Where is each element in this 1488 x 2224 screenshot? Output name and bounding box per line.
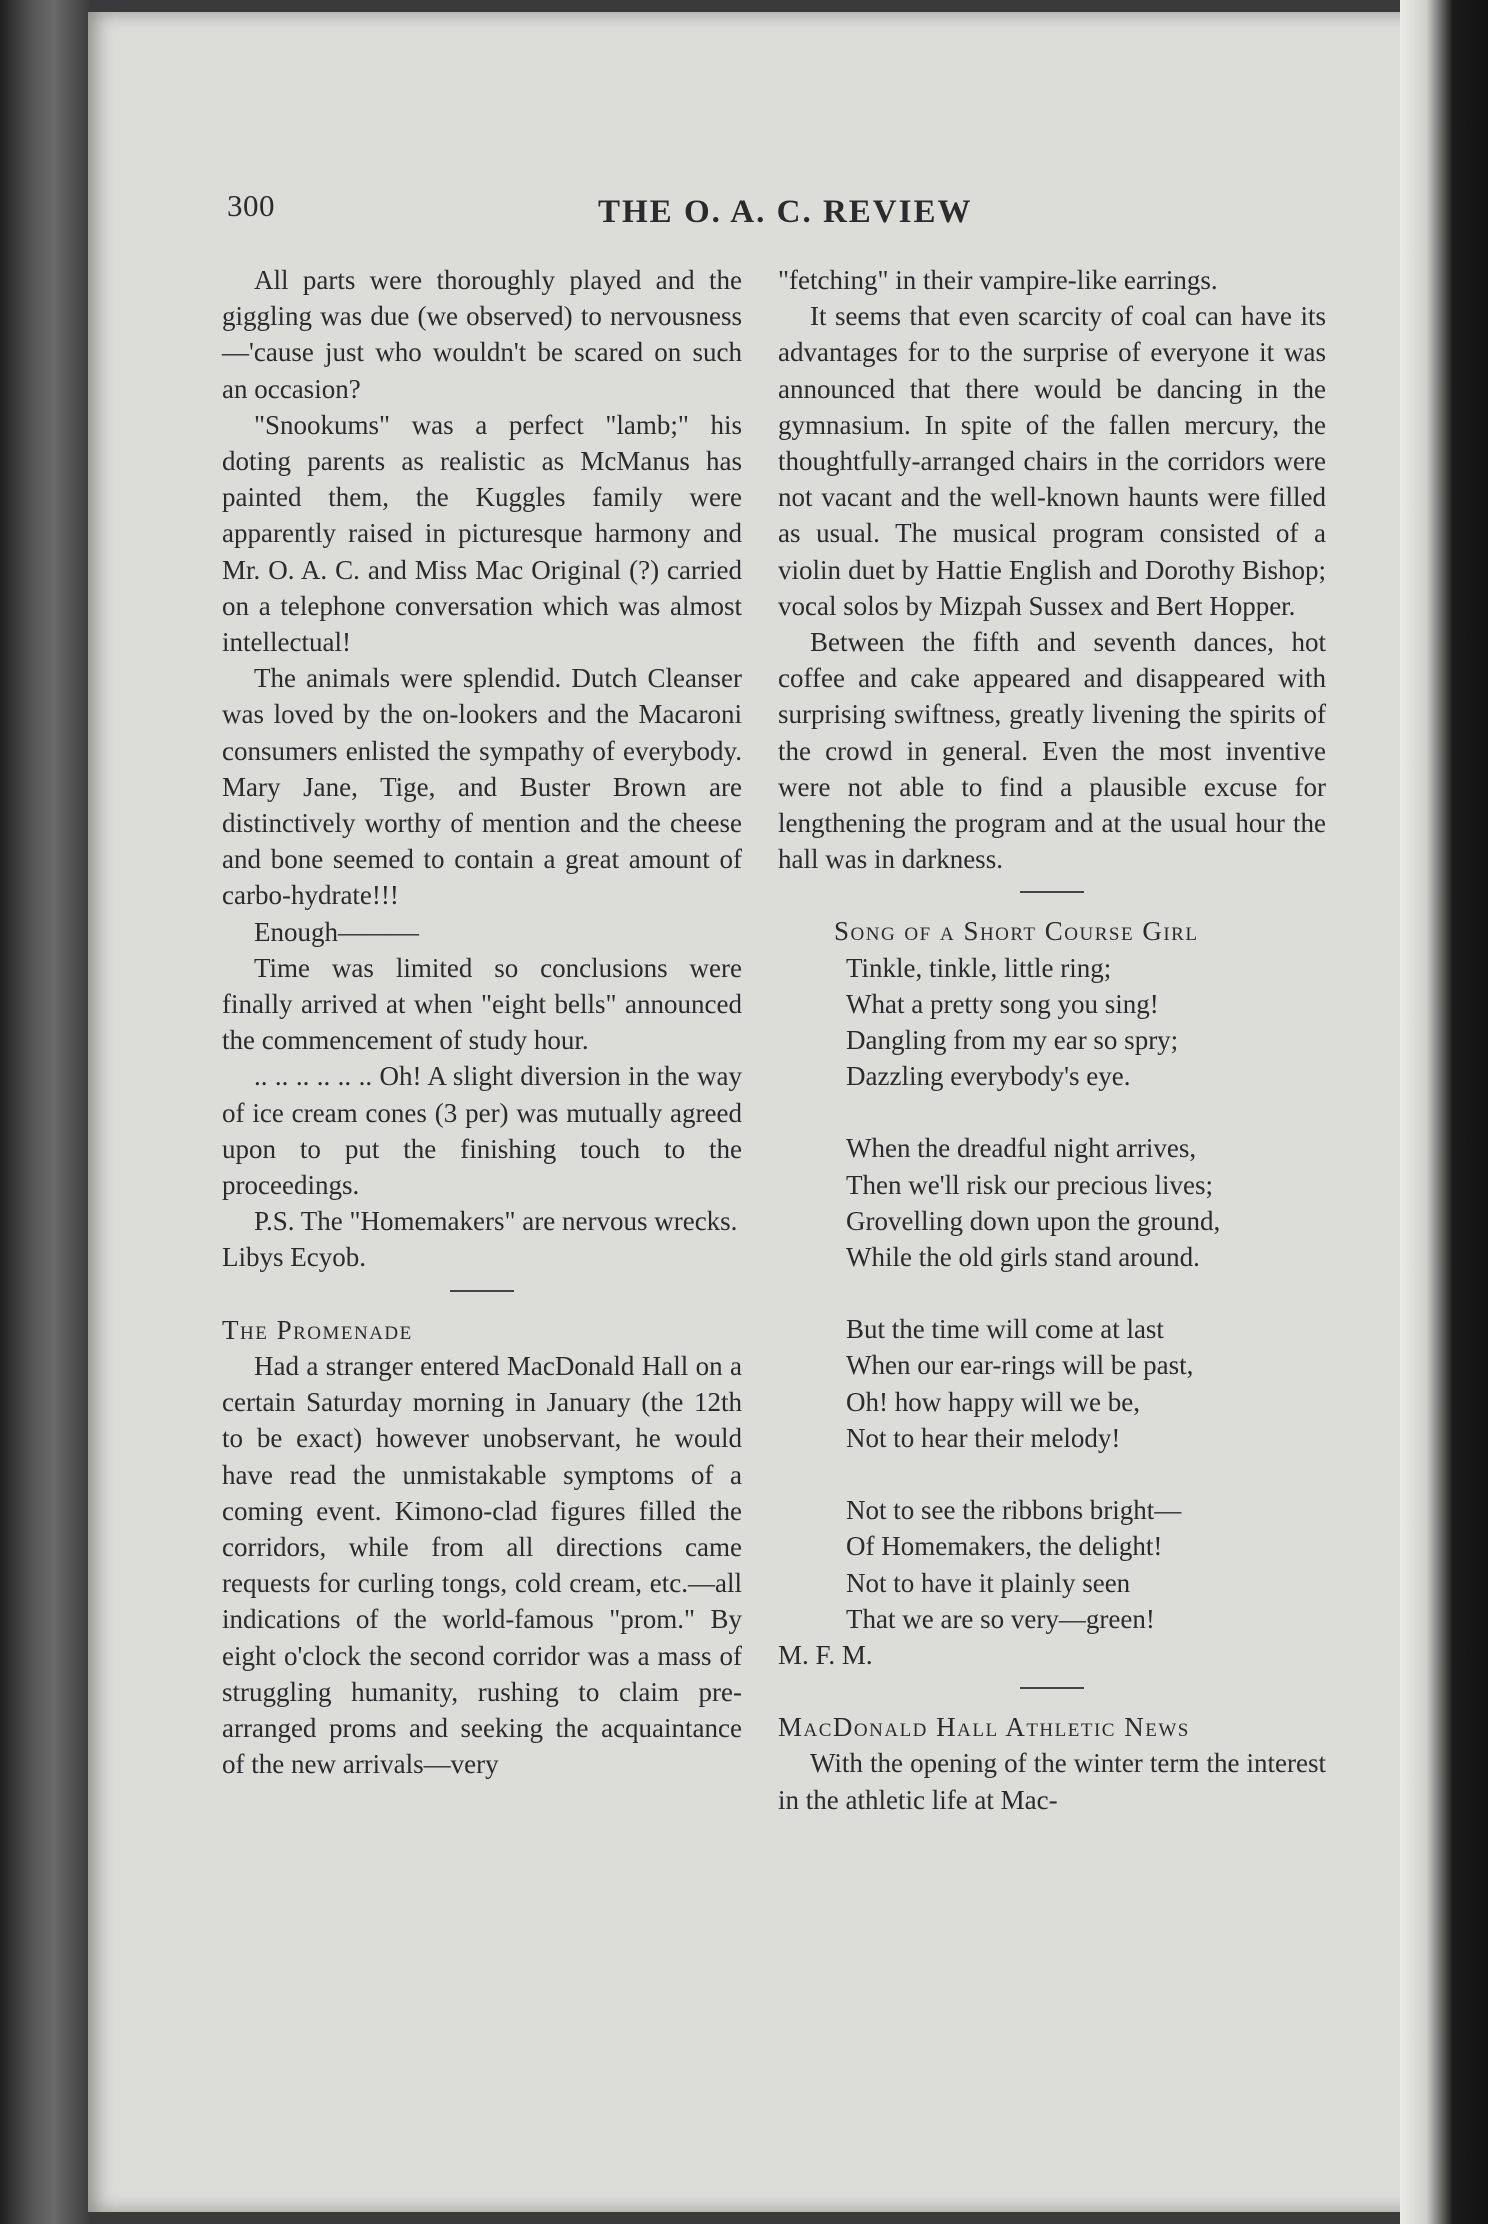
poem-line: When our ear-rings will be past, xyxy=(846,1350,1194,1381)
poem-line: Grovelling down upon the ground, xyxy=(846,1205,1221,1236)
left-column xyxy=(222,262,742,1782)
section-rule xyxy=(1020,891,1084,893)
section-heading: MacDonald Hall Athletic News xyxy=(778,1712,1190,1743)
poem-stanza xyxy=(846,1311,1326,1456)
poem-line: Then we'll risk our precious lives; xyxy=(846,1169,1214,1200)
poem-line: Not to have it plainly seen xyxy=(846,1567,1131,1598)
page-edge-shadow xyxy=(1400,0,1488,2224)
poem-line: That we are so very—green! xyxy=(846,1603,1155,1634)
paragraph: .. .. .. .. .. .. Oh! A slight diversion in the way of ice cream cones (3 per) was mutually agreed upon to put the finishing touch to the proceedings. xyxy=(222,1061,742,1201)
section-rule xyxy=(1020,1687,1084,1689)
paragraph: Enough——— xyxy=(254,916,419,947)
poem xyxy=(846,950,1326,1637)
paragraph: Time was limited so conclusions were finally arrived at when "eight bells" announced the commencement of study hour. xyxy=(222,952,742,1056)
poem-line: What a pretty song you sing! xyxy=(846,988,1159,1019)
poem-line: Not to hear their melody! xyxy=(846,1422,1121,1453)
paragraph: P.S. The "Homemakers" are nervous wrecks. xyxy=(254,1206,738,1237)
poem-stanza xyxy=(846,950,1326,1095)
section-rule xyxy=(450,1290,514,1292)
poem-signature: M. F. M. xyxy=(778,1639,873,1670)
paragraph: The animals were splendid. Dutch Cleanser was loved by the on-lookers and the Macaroni consumers enlisted the sympathy of everybody. Mary Jane, Tige, and Buster Brown are distinctively worthy of mention and the cheese and bone seemed to contain a great amount of carbo-hydrate!!! xyxy=(222,663,742,911)
paragraph: "fetching" in their vampire-like earrings. xyxy=(778,265,1218,295)
poem-stanza xyxy=(846,1492,1326,1637)
poem-line: Dazzling everybody's eye. xyxy=(846,1061,1131,1092)
poem-stanza xyxy=(846,1130,1326,1275)
paragraph: Had a stranger entered MacDonald Hall on a certain Saturday morning in January (the 12th to be exact) however unobservant, he would have read the unmistakable symptoms of a coming event. Kimono-clad figures filled the corridors, while from all directions came requests for curling tongs, cold cream, etc.—all indications of the world-famous "prom." By eight o'clock the second corridor was a mass of struggling humanity, rushing to claim pre-arranged proms and seeking the acquaintance of the new arrivals—very xyxy=(222,1350,742,1780)
section-heading: The Promenade xyxy=(222,1314,413,1345)
poem-line: Of Homemakers, the delight! xyxy=(846,1531,1163,1562)
poem-line: Not to see the ribbons bright— xyxy=(846,1495,1182,1526)
poem-line: But the time will come at last xyxy=(846,1314,1164,1345)
poem-line: When the dreadful night arrives, xyxy=(846,1133,1197,1164)
poem-title: Song of a Short Course Girl xyxy=(834,916,1199,947)
poem-line: Tinkle, tinkle, little ring; xyxy=(846,952,1112,983)
running-head: THE O. A. C. REVIEW xyxy=(598,194,973,230)
page-number: 300 xyxy=(227,188,275,223)
paragraph: It seems that even scarcity of coal can have its advantages for to the surprise of everyone it was announced that there would be dancing in the gymnasium. In spite of the fallen mercury, the thoughtfully-arranged chairs in the corridors were not vacant and the well-known haunts were filled as usual. The musical program consisted of a violin duet by Hattie English and Dorothy Bishop; vocal solos by Mizpah Sussex and Bert Hopper. xyxy=(778,301,1326,621)
signature: Libys Ecyob. xyxy=(222,1242,366,1273)
poem-line: Oh! how happy will we be, xyxy=(846,1386,1140,1417)
poem-line: While the old girls stand around. xyxy=(846,1242,1200,1273)
paragraph: All parts were thoroughly played and the giggling was due (we observed) to nervousness—'cause just who wouldn't be scared on such an occasion? xyxy=(222,265,742,404)
paragraph: Between the fifth and seventh dances, hot coffee and cake appeared and disappeared with surprising swiftness, greatly livening the spirits of the crowd in general. Even the most inventive were not able to find a plausible excuse for lengthening the program and at the usual hour the hall was in darkness. xyxy=(778,627,1326,875)
book-binding xyxy=(0,0,90,2224)
poem-line: Dangling from my ear so spry; xyxy=(846,1025,1179,1056)
paragraph: With the opening of the winter term the interest in the athletic life at Mac- xyxy=(778,1748,1326,1815)
paragraph: "Snookums" was a perfect "lamb;" his doting parents as realistic as McManus has painted them, the Kuggles family were apparently raised in picturesque harmony and Mr. O. A. C. and Miss Mac Original (?) carried on a telephone conversation which was almost intellectual! xyxy=(222,409,742,658)
right-column xyxy=(778,262,1326,1818)
